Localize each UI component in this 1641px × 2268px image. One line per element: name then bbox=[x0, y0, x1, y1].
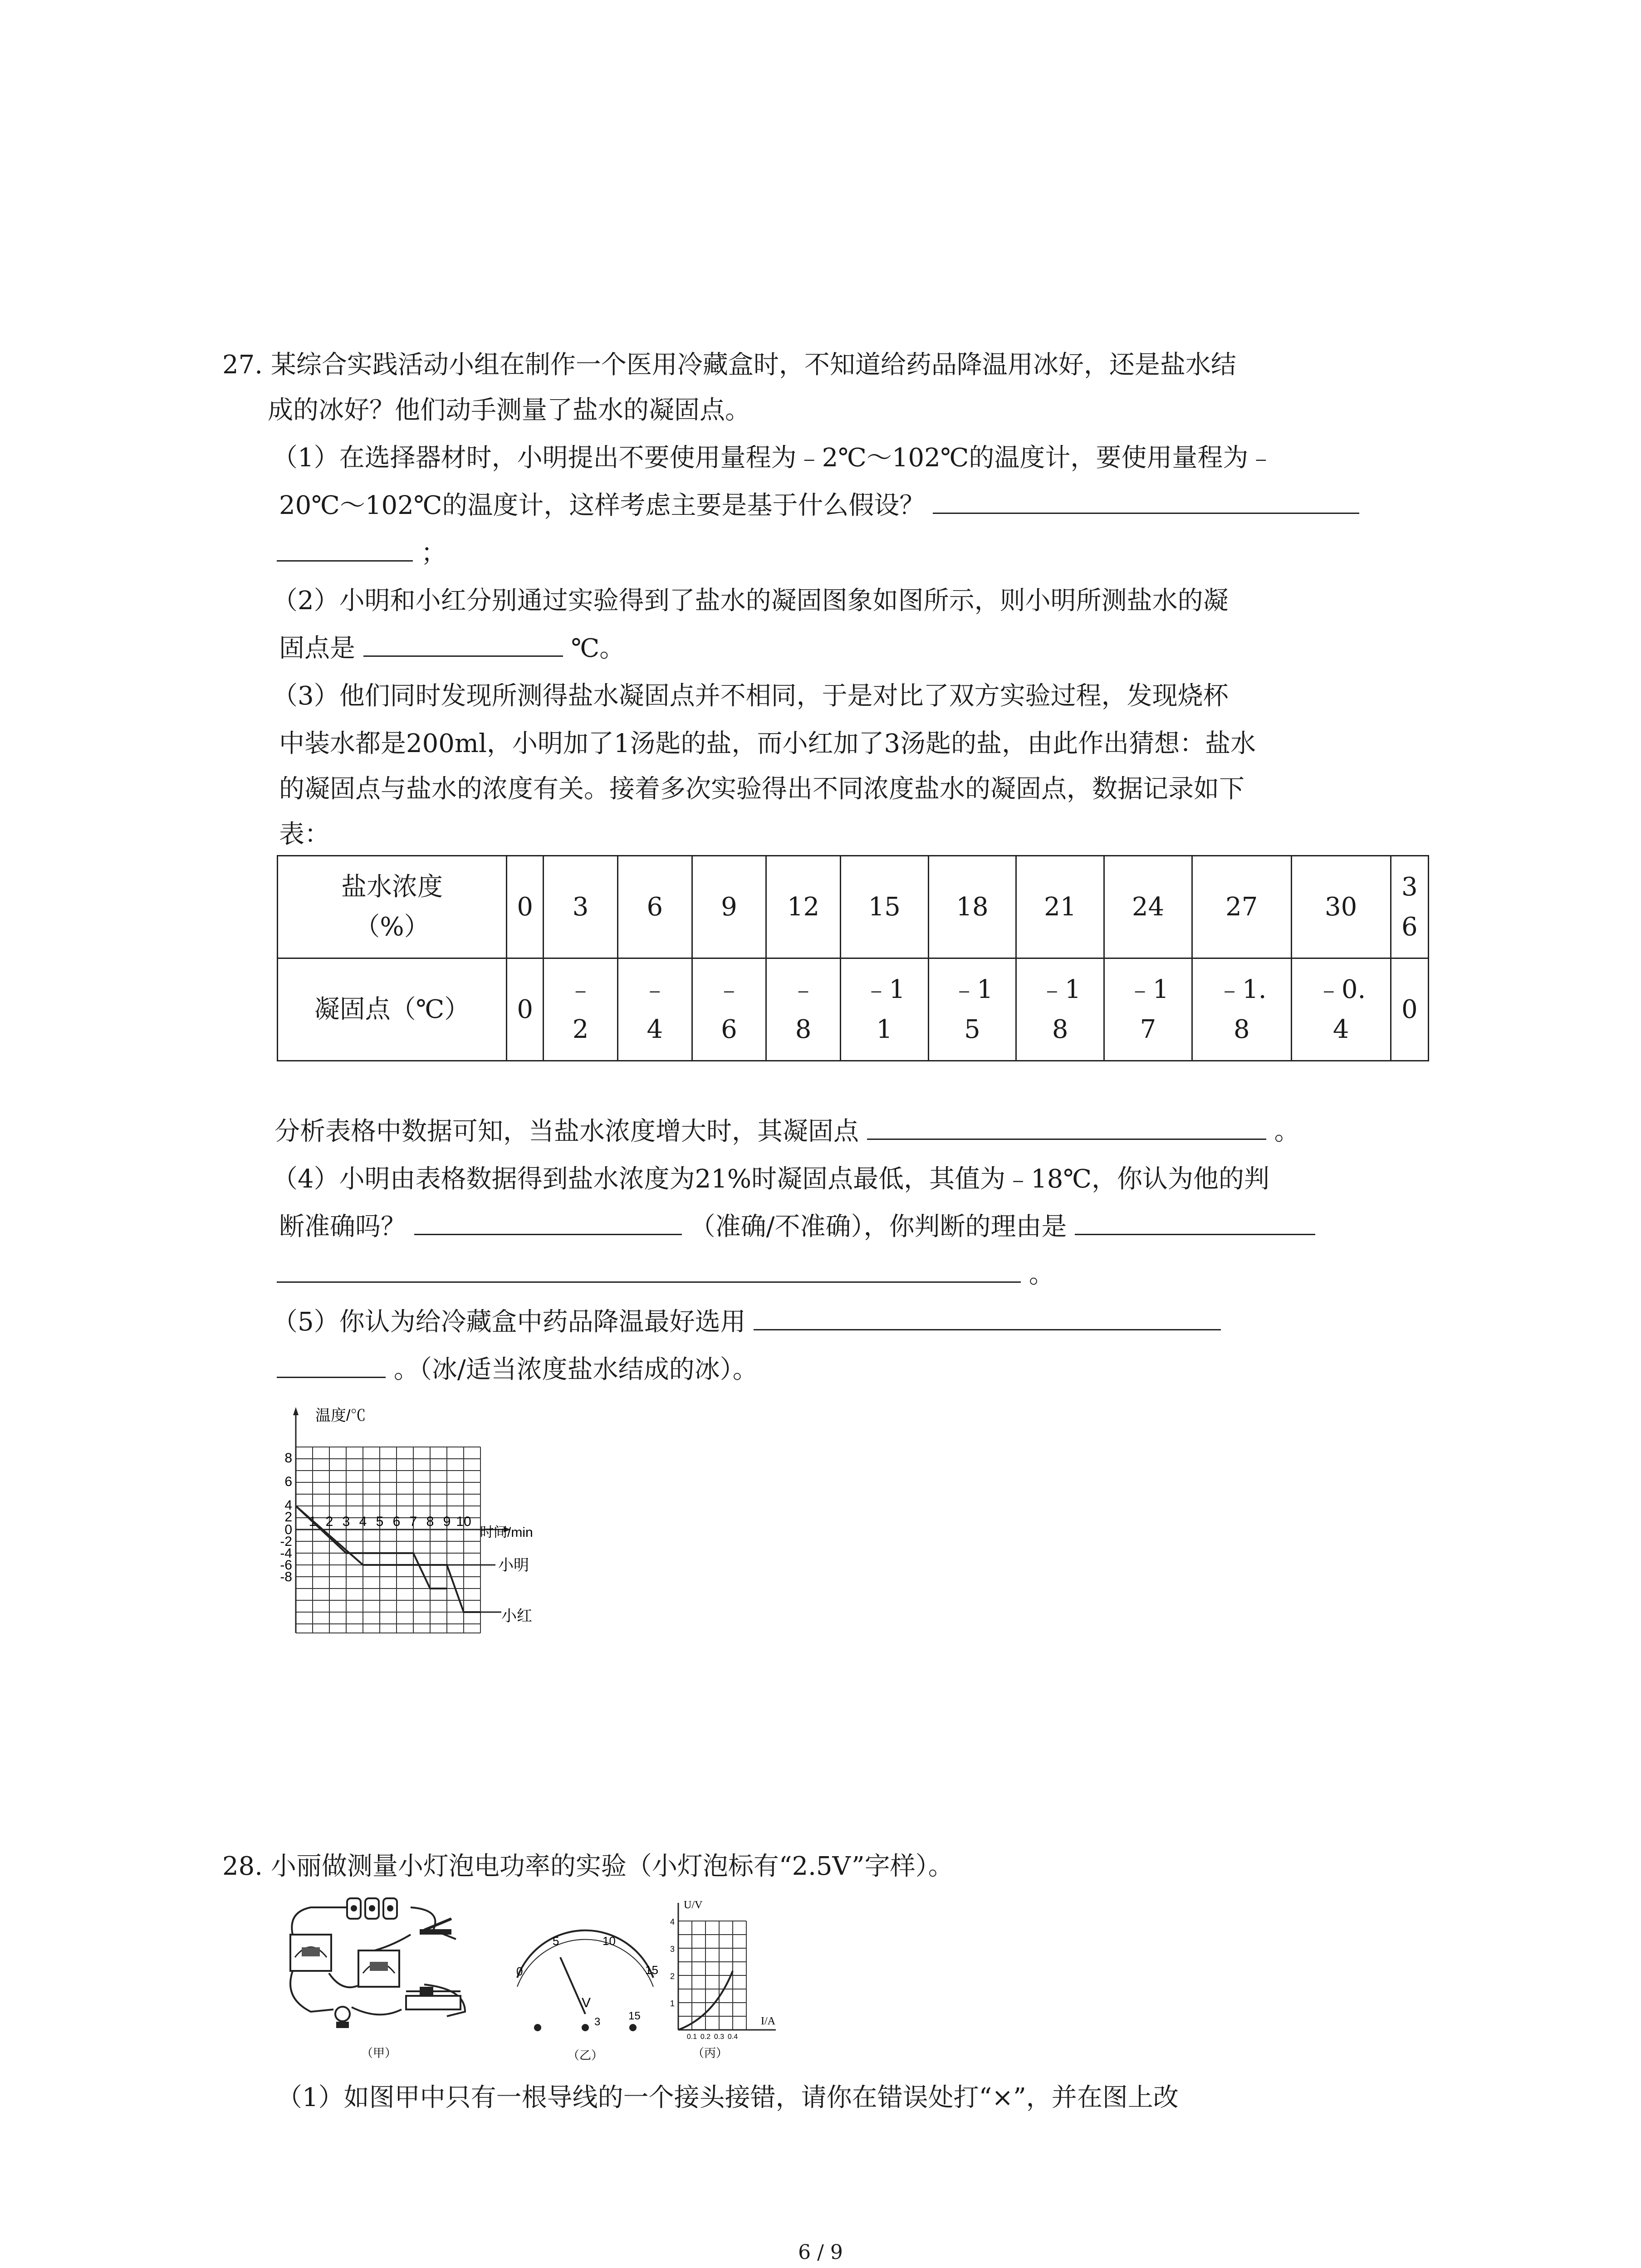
table-cell: 18 bbox=[928, 856, 1016, 958]
table-row-concentration bbox=[278, 856, 1429, 958]
q27-analysis-text: 分析表格中数据可知，当盐水浓度增大时，其凝固点 bbox=[274, 1117, 859, 1146]
x-tick: 9 bbox=[443, 1514, 451, 1529]
q27-part1-end: ； bbox=[421, 538, 446, 568]
q27-analysis-end: 。 bbox=[1274, 1117, 1300, 1146]
table-cell: ﹣ 8 bbox=[766, 958, 841, 1061]
q27-part4-line3 bbox=[277, 1259, 1054, 1290]
x-tick: 1 bbox=[309, 1514, 317, 1529]
q27-part3-line3: 的凝固点与盐水的浓度有关。接着多次实验得出不同浓度盐水的凝固点，数据记录如下 bbox=[279, 774, 1244, 804]
fig-label-bing: （丙） bbox=[692, 2047, 728, 2060]
table-cell: 6 bbox=[617, 856, 692, 958]
table-cell: ﹣1 7 bbox=[1104, 958, 1192, 1061]
voltmeter-icon bbox=[358, 1950, 399, 1987]
q27-part5-line2 bbox=[277, 1354, 758, 1386]
dial-tick-0: 0 bbox=[516, 1965, 523, 1978]
table-cell: 21 bbox=[1016, 856, 1104, 958]
q27-part5-answer-blank-a[interactable] bbox=[754, 1325, 1221, 1330]
graph-x-ticks bbox=[309, 1514, 471, 1529]
q27-stem-line1: 27. 某综合实践活动小组在制作一个医用冷藏盒时，不知道给药品降温用冰好，还是盐水结 bbox=[222, 350, 1236, 380]
q27-analysis-answer-blank[interactable] bbox=[867, 1135, 1266, 1140]
page-number: 6 / 9 bbox=[798, 2241, 843, 2264]
q27-part4-end: 。 bbox=[1029, 1260, 1054, 1289]
y-tick: 2 bbox=[284, 1510, 292, 1525]
x-tick: 7 bbox=[409, 1514, 417, 1529]
ui-x-tick: 0.1 bbox=[686, 2033, 697, 2041]
q28-part1-line1: （1）如图甲中只有一根导线的一个接头接错，请你在错误处打“×”，并在图上改 bbox=[277, 2083, 1179, 2112]
ui-xlabel: I/A bbox=[761, 2015, 775, 2027]
ui-y-tick: 1 bbox=[670, 1999, 675, 2008]
q27-part3-line2: 中装水都是200ml，小明加了1汤匙的盐，而小红加了3汤匙的盐，由此作出猜想：盐水 bbox=[279, 729, 1256, 758]
q27-part2-line1: （2）小明和小红分别通过实验得到了盐水的凝固图象如图所示，则小明所测盐水的凝 bbox=[272, 586, 1229, 616]
graph-label-xiaoming: 小明 bbox=[498, 1557, 529, 1574]
ui-y-tick: 2 bbox=[670, 1972, 675, 1981]
table-cell: ﹣1 8 bbox=[1016, 958, 1104, 1061]
q27-part5-text: （5）你认为给冷藏盒中药品降温最好选用 bbox=[272, 1307, 746, 1337]
table-cell: ﹣ 6 bbox=[692, 958, 766, 1061]
graph-ylabel: 温度/℃ bbox=[315, 1407, 366, 1424]
q27-part3-line1: （3）他们同时发现所测得盐水凝固点并不相同，于是对比了双方实验过程，发现烧杯 bbox=[272, 681, 1229, 711]
x-tick: 5 bbox=[376, 1514, 384, 1529]
table-row-freezing-point bbox=[278, 958, 1429, 1061]
q27-part4-line2 bbox=[279, 1211, 1315, 1243]
y-tick: 8 bbox=[284, 1451, 292, 1466]
y-tick: -2 bbox=[280, 1534, 292, 1549]
table-cell: 24 bbox=[1104, 856, 1192, 958]
xiaohong-curve bbox=[296, 1506, 480, 1612]
xiaoming-curve bbox=[296, 1506, 447, 1589]
ui-y-tick: 4 bbox=[670, 1917, 675, 1926]
q27-part1-line1: （1）在选择器材时，小明提出不要使用量程为﹣2℃～102℃的温度计，要使用量程为﹣ bbox=[272, 443, 1274, 473]
y-tick: 0 bbox=[284, 1522, 292, 1537]
q27-part1-answer-blank-a[interactable] bbox=[933, 509, 1359, 514]
q27-part2-answer-blank[interactable] bbox=[363, 652, 563, 657]
table-cell: ﹣0. 4 bbox=[1291, 958, 1391, 1061]
ui-y-tick: 3 bbox=[670, 1945, 675, 1954]
ammeter-icon bbox=[290, 1935, 331, 1971]
rheostat-icon bbox=[406, 1987, 460, 2009]
x-tick: 10 bbox=[456, 1514, 471, 1529]
x-tick: 4 bbox=[359, 1514, 367, 1529]
ui-ylabel: U/V bbox=[684, 1899, 703, 1911]
graph-xlabel: 时间/min bbox=[480, 1525, 533, 1540]
circuit-figure bbox=[274, 1894, 483, 2066]
y-tick: 6 bbox=[284, 1474, 292, 1489]
q27-part2-text-a: 固点是 bbox=[279, 634, 355, 663]
dial-tick-15: 15 bbox=[645, 1963, 658, 1977]
bulb-icon bbox=[335, 2007, 350, 2028]
q27-part2-line2 bbox=[279, 633, 625, 665]
q27-analysis-line bbox=[274, 1116, 1300, 1148]
y-tick: -4 bbox=[280, 1546, 292, 1561]
table-cell: 0 bbox=[506, 958, 543, 1061]
x-tick: 2 bbox=[325, 1514, 333, 1529]
dial-tick-10: 10 bbox=[603, 1934, 616, 1948]
dial-arc bbox=[517, 1931, 653, 1978]
q27-part1-answer-blank-b[interactable] bbox=[277, 557, 413, 562]
q27-part4-text-a: 断准确吗？ bbox=[279, 1212, 406, 1242]
q27-part1-line2 bbox=[279, 490, 1359, 522]
terminal-3v bbox=[582, 2024, 589, 2031]
y-tick: -8 bbox=[280, 1569, 292, 1584]
dial-tick-5: 5 bbox=[553, 1934, 559, 1948]
table-cell: 9 bbox=[692, 856, 766, 958]
q27-part5-options: 。（冰/适当浓度盐水结成的冰）。 bbox=[393, 1355, 758, 1384]
y-axis-arrow bbox=[293, 1407, 299, 1415]
y-tick: -6 bbox=[280, 1558, 292, 1573]
battery-group-icon bbox=[347, 1898, 397, 1919]
table-cell: 3 6 bbox=[1391, 856, 1428, 958]
table-cell: 12 bbox=[766, 856, 841, 958]
table-header-concentration: 盐水浓度 （%） bbox=[278, 856, 507, 958]
ui-graph-figure bbox=[665, 1898, 823, 2066]
dial-unit-v: V bbox=[582, 1995, 591, 2010]
x-tick: 6 bbox=[392, 1514, 401, 1529]
salt-water-table bbox=[277, 855, 1429, 1061]
q27-part4-answer-blank-a[interactable] bbox=[414, 1230, 682, 1235]
table-cell: 0 bbox=[506, 856, 543, 958]
q27-part1-line2-text: 20℃～102℃的温度计，这样考虑主要是基于什么假设？ bbox=[279, 491, 925, 520]
table-cell: 0 bbox=[1391, 958, 1428, 1061]
terminal-label-15: 15 bbox=[628, 2010, 641, 2022]
terminal-label-3: 3 bbox=[594, 2016, 601, 2028]
fig-label-jia: （甲） bbox=[361, 2047, 397, 2060]
table-cell: ﹣1 1 bbox=[840, 958, 928, 1061]
graph-label-xiaohong: 小红 bbox=[501, 1608, 532, 1625]
table-cell: ﹣1. 8 bbox=[1192, 958, 1291, 1061]
q27-part4-text-b: （准确/不准确），你判断的理由是 bbox=[690, 1212, 1067, 1242]
q27-part1-line3 bbox=[277, 538, 446, 569]
table-cell: 3 bbox=[544, 856, 618, 958]
table-cell: 27 bbox=[1192, 856, 1291, 958]
q27-part4-answer-blank-b[interactable] bbox=[1075, 1230, 1315, 1235]
table-cell: ﹣ 2 bbox=[544, 958, 618, 1061]
table-cell: 30 bbox=[1291, 856, 1391, 958]
q27-part3-line4: 表： bbox=[279, 820, 330, 849]
terminal-15v bbox=[629, 2024, 637, 2031]
q27-stem-line2: 成的冰好？他们动手测量了盐水的凝固点。 bbox=[268, 396, 750, 425]
freezing-curve-graph bbox=[272, 1402, 617, 1647]
voltmeter-dial-figure bbox=[504, 1919, 667, 2068]
graph-grid bbox=[296, 1447, 480, 1633]
table-cell: ﹣ 4 bbox=[617, 958, 692, 1061]
ui-x-tick: 0.2 bbox=[700, 2033, 711, 2041]
ui-grid bbox=[678, 1921, 746, 2030]
q28-stem: 28. 小丽做测量小灯泡电功率的实验（小灯泡标有“2.5V”字样）。 bbox=[222, 1852, 954, 1881]
table-header-freezing-point: 凝固点（℃） bbox=[278, 958, 507, 1061]
x-tick: 3 bbox=[342, 1514, 350, 1529]
y-tick: 4 bbox=[284, 1498, 292, 1513]
q27-part4-line1: （4）小明由表格数据得到盐水浓度为21%时凝固点最低，其值为﹣18℃，你认为他的判 bbox=[272, 1164, 1269, 1194]
fig-label-yi: （乙） bbox=[567, 2049, 603, 2062]
q27-part5-line1 bbox=[272, 1306, 1221, 1338]
q27-part5-answer-blank-b[interactable] bbox=[277, 1373, 386, 1378]
q27-part2-text-b: ℃。 bbox=[571, 634, 625, 663]
dial-scale bbox=[517, 1940, 653, 1987]
terminal-negative bbox=[534, 2024, 541, 2031]
ui-x-tick: 0.3 bbox=[714, 2033, 725, 2041]
table-cell: ﹣1 5 bbox=[928, 958, 1016, 1061]
x-tick: 8 bbox=[426, 1514, 434, 1529]
table-cell: 15 bbox=[840, 856, 928, 958]
q27-part4-answer-blank-c[interactable] bbox=[277, 1278, 1021, 1283]
ui-x-tick: 0.4 bbox=[727, 2033, 738, 2041]
graph-y-ticks bbox=[280, 1451, 292, 1584]
